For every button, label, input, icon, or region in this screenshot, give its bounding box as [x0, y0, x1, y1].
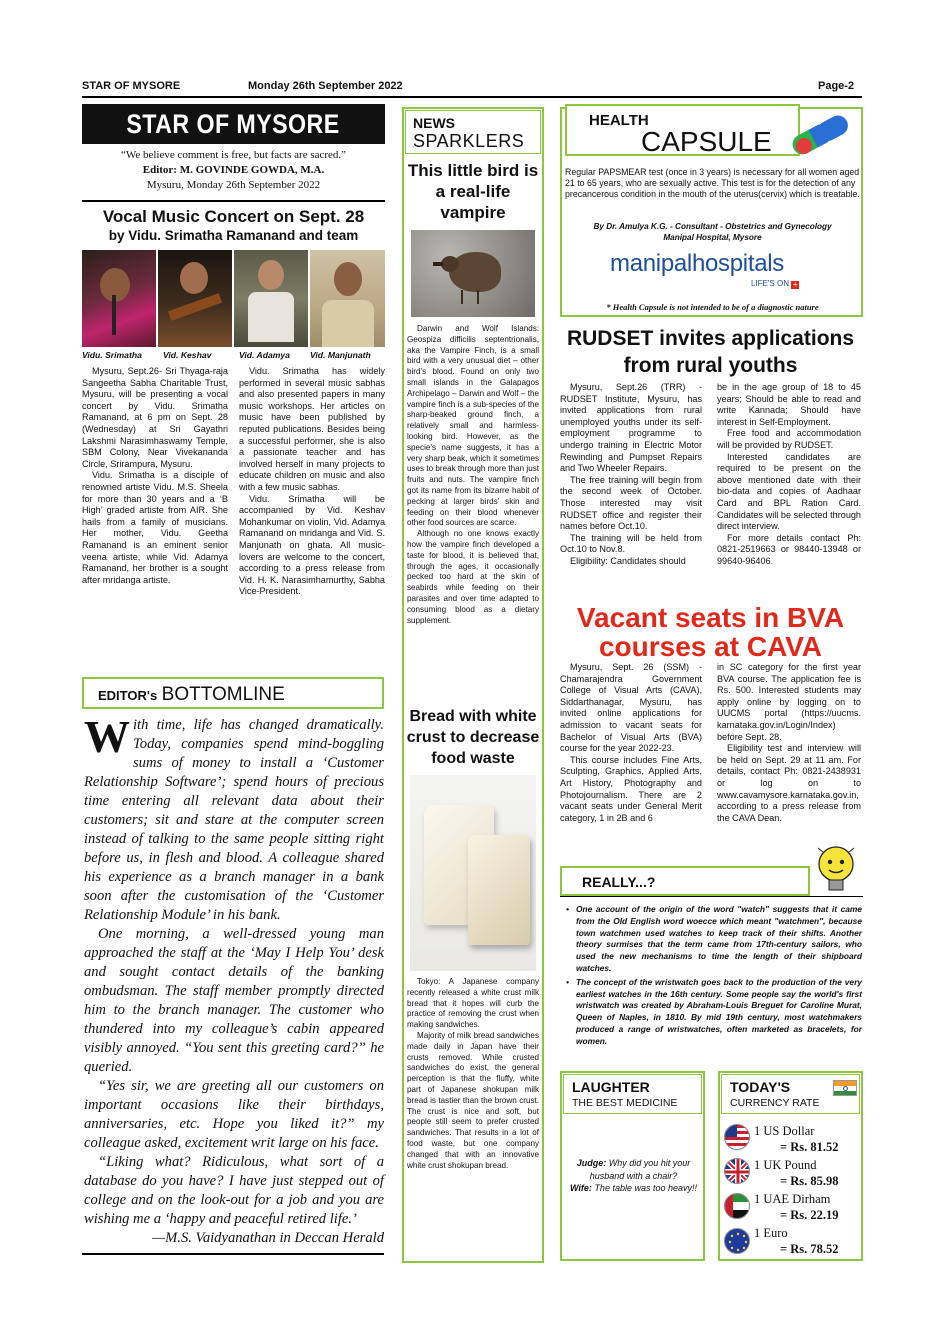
header-page: Page-2 [818, 80, 855, 92]
editor-bottomline-body [84, 711, 384, 1248]
rate-value-gbp: = Rs. 85.98 [780, 1174, 839, 1188]
really-list [566, 904, 862, 1048]
health-byline-hospital: Manipal Hospital, Mysore [663, 233, 762, 242]
rudset-paragraph: Free food and accommodation will be provided by RUDSET. [717, 428, 861, 450]
photo-manjunath [310, 250, 385, 347]
editor-paragraph: “Liking what? Ridiculous, what sort of a database do you have? I have just stepped out of college and on the look-out for a job and you are wishing me a ‘happy and peaceful retired life.’ [84, 1154, 384, 1227]
manipal-logo: manipalhospitals [610, 250, 784, 277]
photo-srimatha [82, 250, 156, 347]
rate-value-usd: = Rs. 81.52 [780, 1140, 839, 1154]
caption-adamya: Vid. Adamya [239, 350, 290, 360]
rudset-paragraph: The free training will begin from the second week of October. Those interested may visit RUDSET office and register their names before Oct.10. [560, 474, 702, 532]
rudset-column-2 [717, 382, 861, 568]
news-sparklers-label-box [405, 110, 541, 154]
laughter-label-box [563, 1074, 702, 1114]
bread-story-body [407, 977, 539, 1171]
rudset-headline: RUDSET invites applications from rural youths [566, 327, 855, 377]
concert-paragraph: Vidu. Srimatha has widely performed in several music sabhas and also presented papers in many music workshops. Her articles on music have been published by reputed publications. Besides being a successful performer, she is also a passionate teacher and has involved herself in many projects to educate children on music and also with a few music sabhas. [239, 366, 385, 492]
eu-flag-icon [724, 1228, 750, 1254]
uk-flag-icon [724, 1158, 750, 1184]
really-item: • The concept of the wristwatch goes back to the production of the very earliest watches in the 16th century. Some people say the world's first wristwatch was created by Abraham-Louis Breguet for Caroline Murat, Queen of Naples, in 1810. By mid 19th century, most watchmakers produced a range of wristwatches, often marketed as bracelets, for women. [566, 976, 862, 1046]
health-label-a: HEALTH [589, 112, 649, 129]
bva-paragraph: This course includes Fine Arts, Sculpting, Graphics, Applied Arts, Art History, Photography and Photojournalism. There are 2 vacant seats under General Merit category, 1 in 2B and 6 [560, 754, 702, 823]
bva-headline-line1: Vacant seats in BVA [576, 602, 845, 633]
sparklers-label-b: SPARKLERS [413, 131, 525, 151]
bird-paragraph: Darwin and Wolf Islands: Geospiza difficilis septentrionalis, aka the Vampire Finch, is a small bird with a very unusual diet – other bird’s blood. Found on only two small islands in the Galapagos Archipelago – Darwin and Wolf – the vampire finch is a sub-species of the sharp-beaked ground finch, a relatively small and harmless-looking bird. However, as the specie’s name suggests, it has a very sharp beak, which it sometimes uses to break through more than just fruits and nuts. The vampire finch got its name from its bizarre habit of pecking at larger birds’ skin and feeding on their blood whenever other food sources are scarce. [407, 324, 539, 528]
rate-name-gbp: 1 UK Pound [754, 1158, 817, 1172]
lightbulb-icon [814, 842, 858, 898]
really-rule [560, 896, 863, 897]
judge-line: Why did you hit your husband with a chair? [589, 1158, 691, 1181]
us-flag-icon [724, 1124, 750, 1150]
bva-column-2 [717, 662, 861, 824]
concert-heading [82, 207, 385, 245]
really-item-text: One account of the origin of the word "watch" suggests that it came from the Old English word woecce which meant "watchmen", because town watchmen used watches to keep track of their shifts. Another theory surmises that the term came from 17th-century sailors, who used the new mechanisms to time the length of their shipboard watches. [576, 904, 862, 973]
vampire-finch-photo [411, 230, 535, 317]
really-label: REALLY...? [582, 874, 656, 890]
masthead-motto: “We believe comment is free, but facts are sacred.” [120, 149, 347, 161]
health-byline [565, 221, 860, 243]
editor-paragraph: ith time, life has changed dramatically. Today, companies spend mind-boggling sums of money to install a ‘Customer Relationship Software’; spend hours of precious time entering all relevant data about their customers; sit and stare at the computer screen instead of talking to the same people sitting right before us, in flesh and blood. A colleague shared his experience as a branch manager in a bank soon after the customisation of the ‘Customer Relationship Module’ in his bank. [84, 717, 384, 923]
masthead-editor: Editor: M. GOVINDE GOWDA, M.A. [142, 164, 325, 176]
editor-paragraph: One morning, a well-dressed young man approached the staff at the ‘May I Help You’ desk and sought contact details of the banking ombudsman. The staff member promptly directed him to the branch manager. The customer who thundered into my colleague’s cabin appeared visibly annoyed. “You sent this greeting card?” he queried. [84, 926, 384, 1075]
masthead-rule [82, 200, 385, 202]
concert-column-1 [82, 366, 228, 586]
caption-keshav: Vid. Keshav [163, 350, 212, 360]
photo-keshav [158, 250, 232, 347]
bread-headline: Bread with white crust to decrease food waste [406, 708, 540, 767]
concert-paragraph: Vidu. Srimatha will be accompanied by Vid. Keshav Mohankumar on violin, Vid. Adamya Ramanand on mridanga and Vid. S. Manjunath on ghata. All music-lovers are welcome to the concert, according to a press release from Vid. H. K. Narasimhamurthy, Sabha Vice-President. [239, 493, 385, 597]
header-rule [82, 96, 862, 98]
bva-headline [558, 603, 863, 661]
really-label-box [560, 866, 810, 896]
bread-paragraph: Tokyo: A Japanese company recently released a white crust milk bread that it hopes will curb the practice of removing the crust when making sandwiches. [407, 977, 539, 1030]
rudset-paragraph: Eligibility: Candidates should [570, 555, 686, 566]
bva-paragraph: Mysuru, Sept. 26 (SSM) - Chamarajendra Government College of Visual Arts (CAVA), Siddarthanagar, Mysuru, has invited online applications for admission to vacant seats for Bachelor of Visual Arts (BVA) course for the year 2022-23. [560, 662, 702, 754]
laughter-joke [566, 1157, 701, 1195]
concert-column-2 [239, 366, 385, 598]
bread-photo [410, 775, 536, 971]
laughter-label-b: THE BEST MEDICINE [572, 1097, 678, 1109]
bva-paragraph: Eligibility test and interview will be held on Sept. 29 at 11 am. For details, contact Ph: 0821-2438931 or log on to www.cavamysore.karnataka.gov.in, according to a press release from the CAVA Dean. [717, 743, 861, 823]
editor-paragraph: “Yes sir, we are greeting all our customers on important occasions like their birthdays, anniversaries, etc. Hope you liked it?” my colleague asked, excitement writ large on his face. [84, 1078, 384, 1151]
concert-headline: Vocal Music Concert on Sept. 28 [102, 207, 365, 226]
rate-value-aed: = Rs. 22.19 [780, 1208, 839, 1222]
bva-column-1 [560, 662, 702, 824]
header-paper-name: STAR OF MYSORE [82, 80, 181, 92]
editor-credit: —M.S. Vaidyanathan in Deccan Herald [152, 1230, 384, 1246]
rudset-paragraph: be in the age group of 18 to 45 years; Should be able to read and write Kannada; Should have interest in Self-Employment. [717, 382, 861, 427]
currency-label-a: TODAY'S [730, 1079, 791, 1095]
masthead-dateline: Mysuru, Monday 26th September 2022 [146, 179, 321, 191]
rudset-column-1 [560, 382, 702, 568]
rudset-paragraph: Interested candidates are required to be present on the above mentioned date with their bio-data and copies of Aadhaar Card and BPL Ration Card. Candidates will be selected through direct interview. [717, 451, 861, 532]
concert-paragraph: Vidu. Srimatha is a disciple of renowned artiste Vidu. M.S. Sheela for more than 30 years and a ‘B High’ graded artiste from AIR. She hails from a family of musicians. Her mother, Vidu. Geetha Ramanand is an eminent senior veena artiste, while Vid. Adamya Ramanand, her brother is a sought after mridanga artiste. [82, 470, 228, 585]
health-note: * Health Capsule is not intended to be of a diagnostic nature [606, 302, 819, 312]
masthead-info [82, 148, 385, 193]
wife-line: The table was too heavy!! [594, 1183, 697, 1193]
caption-manjunath: Vid. Manjunath [310, 350, 371, 360]
judge-label: Judge: [576, 1158, 607, 1168]
plus-icon: + [792, 280, 798, 289]
india-flag-icon [833, 1080, 857, 1096]
rate-name-eur: 1 Euro [754, 1226, 788, 1240]
health-byline-doctor: By Dr. Amulya K.G. - Consultant - Obstetrics and Gynecology [593, 222, 832, 231]
capsule-pill-icon [782, 110, 862, 158]
editor-bottomline-label-box [82, 677, 384, 709]
wife-label: Wife: [570, 1183, 592, 1193]
photo-adamya [234, 250, 308, 347]
caption-srimatha: Vidu. Srimatha [82, 350, 142, 360]
laughter-label-a: LAUGHTER [572, 1079, 650, 1095]
bird-story-body [407, 324, 539, 626]
really-item: • One account of the origin of the word "watch" suggests that it came from the Old English word woecce which meant "watchmen", because town watchmen used watches to keep track of their shifts. Another theory surmises that the term came from 17th-century sailors, who used the new mechanisms to time the length of their shipboard watches. [566, 904, 862, 973]
sparklers-label-a: NEWS [413, 115, 455, 131]
bird-paragraph: Although no one knows exactly how the vampire finch developed a taste for blood, it is believed that, through the ages, it occasionally pecked too hard at the skin of seabirds while feeding on their parasites and over time adapted to consuming blood as a dietary supplement. [407, 529, 539, 625]
bva-headline-line2: courses at CAVA [598, 631, 823, 662]
rudset-paragraph: For more details contact Ph: 0821-2519663 or 98440-13948 or 99640-96406. [717, 532, 861, 566]
rudset-paragraph: The training will be held from Oct.10 to Nov.8. [560, 532, 702, 555]
editor-label-b: BOTTOMLINE [161, 684, 285, 705]
health-text: Regular PAPSMEAR test (once in 3 years) is necessary for all women aged 21 to 65 years, who are sexually active. This test is for the detection of any precancerous condition in the mouth of the uterus(cervix) which is treatable. [565, 167, 860, 199]
concert-paragraph: Mysuru, Sept.26- Sri Thyaga-raja Sangeetha Sabha Charitable Trust, Mysuru, will be presenting a vocal concert by Vidu. Srimatha Ramanand, at 6 pm on Sept. 28 (Wednesday) at Sri Gayathri Lakshmi Narasimhaswamy Temple, SBM Colony, Near Vivekananda Circle, Srirampura, Mysuru. [82, 366, 228, 469]
currency-label-b: CURRENCY RATE [730, 1097, 820, 1109]
manipal-tagline [751, 279, 799, 289]
editor-bottom-rule [82, 1253, 384, 1255]
bird-headline: This little bird is a real-life vampire [407, 161, 539, 222]
masthead-title: STAR OF MYSORE [126, 108, 341, 139]
concert-subhead: by Vidu. Srimatha Ramanand and team [108, 228, 359, 243]
rate-name-usd: 1 US Dollar [754, 1124, 815, 1138]
rate-value-eur: = Rs. 78.52 [780, 1242, 839, 1256]
bread-paragraph: Majority of milk bread sandwiches made daily in Japan have their crusts removed. While crusted sandwiches do exist, the general perception is that the fluffy, white part of Japanese shokupan milk bread is tastier than the brown crust. The crust is nice and soft, but people still seem to prefer crusted sandwiches. That results in a lot of food waste, but one company changed that with an innovative white crust shokupan bread. [407, 1030, 539, 1170]
masthead-banner [82, 104, 385, 144]
health-label-b: CAPSULE [641, 126, 772, 157]
header-date: Monday 26th September 2022 [248, 80, 403, 92]
rudset-paragraph: Mysuru, Sept.26 (TRR) - RUDSET Institute, Mysuru, has invited applications from rural unemployed youths under its self-employment programme to undergo training in Electric Motor Rewinding and Pumpset Repairs and Two Wheeler Repairs. [560, 382, 702, 474]
bva-paragraph: in SC category for the first year BVA course. The application fee is Rs. 500. Interested students may apply online by logging on to UUCMS portal (https://uucms. karnataka.gov.in/Login/Index) before Sept. 28. [717, 662, 861, 742]
manipal-tagline-text: LIFE'S ON [751, 279, 789, 288]
editor-label-a: EDITOR's [98, 688, 158, 703]
rate-name-aed: 1 UAE Dirham [754, 1192, 831, 1206]
really-item-text: The concept of the wristwatch goes back to the production of the very earliest watches in the 16th century. Some people say the world's first wristwatch was created by Abraham-Louis Breguet for Caroline Murat, Queen of Naples, in 1810. By mid 19th century, most watchmakers produced a range of wristwatches, often marketed as bracelets, for women. [576, 976, 862, 1046]
health-capsule-label-box [565, 104, 800, 156]
dropcap: W [84, 711, 130, 762]
uae-flag-icon [724, 1193, 750, 1219]
